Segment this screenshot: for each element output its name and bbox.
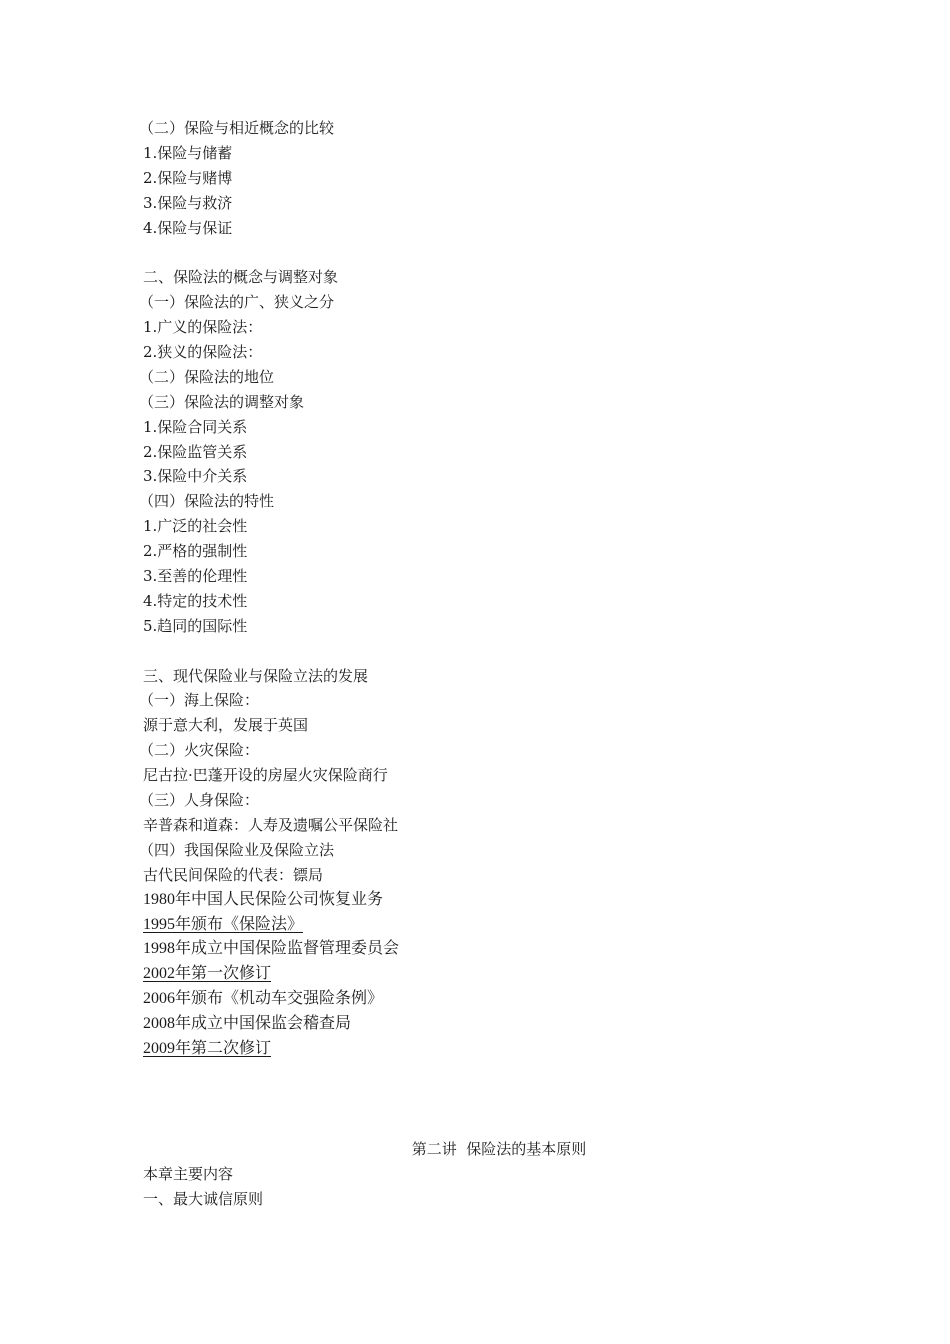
body-text: 古代民间保险的代表：镖局: [143, 865, 324, 884]
list-item: 1.广义的保险法：: [143, 318, 263, 337]
subheading: （二）保险法的地位: [139, 367, 275, 386]
body-text: 本章主要内容: [143, 1165, 234, 1183]
list-item: 2.保险监管关系: [143, 442, 248, 461]
subheading: （四）保险法的特性: [139, 492, 275, 511]
subheading: （二）火灾保险：: [139, 741, 260, 760]
list-item: 2.保险与赌博: [143, 168, 233, 187]
timeline-link[interactable]: 2002年第一次修订: [143, 965, 272, 983]
section-insurance-law-concept: [139, 265, 843, 638]
timeline-item: 1998年成立中国保险监督管理委员会: [143, 940, 400, 958]
timeline-item: 2008年成立中国保监会稽查局: [143, 1015, 352, 1033]
subheading: （一）海上保险：: [139, 691, 260, 710]
subheading: （四）我国保险业及保险立法: [139, 840, 335, 859]
section-comparison: [139, 116, 843, 240]
document-body: [139, 116, 843, 1062]
list-item: 1.保险与储蓄: [143, 143, 233, 162]
list-item: 2.严格的强制性: [143, 542, 248, 561]
spacer: [143, 639, 843, 664]
chapter-body: [143, 1162, 263, 1212]
list-item: 3.保险中介关系: [143, 467, 248, 486]
subheading: （三）人身保险：: [139, 791, 260, 810]
chapter-title: 第二讲 保险法的基本原则: [411, 1140, 587, 1158]
timeline-item: 1980年中国人民保险公司恢复业务: [143, 890, 384, 908]
body-text: 源于意大利，发展于英国: [143, 716, 309, 735]
list-item: 4.特定的技术性: [143, 591, 248, 610]
timeline-link[interactable]: 1995年颁布《保险法》: [143, 915, 304, 933]
list-item: 4.保险与保证: [143, 218, 233, 237]
list-item: 1.广泛的社会性: [143, 517, 248, 536]
body-text: 尼古拉·巴蓬开设的房屋火灾保险商行: [143, 766, 388, 785]
section-heading: 二、保险法的概念与调整对象: [143, 268, 339, 287]
subheading: （三）保险法的调整对象: [139, 392, 305, 411]
section-heading: 三、现代保险业与保险立法的发展: [143, 666, 369, 685]
list-item: 3.至善的伦理性: [143, 567, 248, 586]
section-modern-insurance-development: [139, 664, 843, 1062]
spacer: [143, 240, 843, 265]
list-item: 1.保险合同关系: [143, 417, 248, 436]
subheading: （二）保险与相近概念的比较: [139, 119, 335, 137]
subheading: （一）保险法的广、狭义之分: [139, 293, 335, 312]
list-item: 3.保险与救济: [143, 193, 233, 212]
timeline-link[interactable]: 2009年第二次修订: [143, 1039, 272, 1057]
section-heading: 一、最大诚信原则: [143, 1189, 264, 1208]
chapter-heading-row: [0, 1137, 950, 1162]
list-item: 2.狭义的保险法：: [143, 343, 263, 362]
timeline-item: 2006年颁布《机动车交强险条例》: [143, 990, 384, 1008]
body-text: 辛普森和道森：人寿及遗嘱公平保险社: [143, 815, 399, 834]
list-item: 5.趋同的国际性: [143, 616, 248, 635]
